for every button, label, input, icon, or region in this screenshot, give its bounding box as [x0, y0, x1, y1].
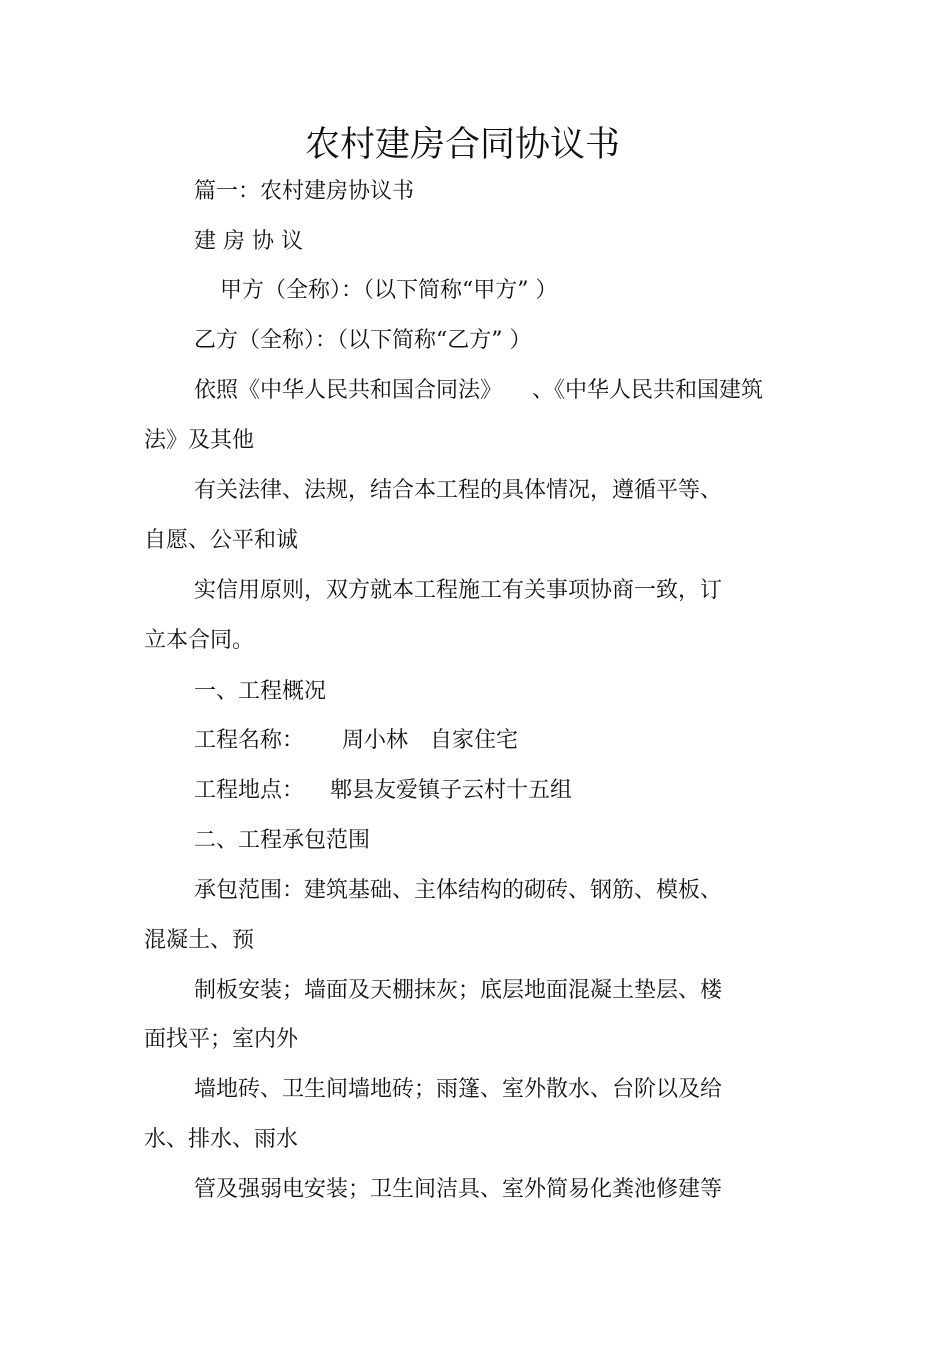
project-location-line — [194, 776, 572, 806]
project-location-value: 郫县友爱镇子云村十五组 — [330, 778, 573, 803]
paragraph1-line2: 法》及其他 — [144, 428, 255, 453]
scope-line-1: 承包范围：建筑基础、主体结构的砌砖、钢筋、模板、 — [194, 878, 723, 903]
paragraph2-line2: 自愿、公平和诚 — [144, 528, 299, 553]
paragraph1-line1 — [194, 376, 763, 406]
scope-line-6: 水、排水、雨水 — [144, 1127, 299, 1152]
project-name-line — [194, 726, 518, 756]
paragraph3-line1: 实信用原则，双方就本工程施工有关事项协商一致，订 — [194, 578, 723, 603]
project-name-value: 周小林 自家住宅 — [342, 728, 519, 753]
scope-line-7: 管及强弱电安装；卫生间洁具、室外简易化粪池修建等 — [194, 1177, 723, 1202]
project-name-label: 工程名称： — [194, 728, 305, 753]
paragraph1-line1-part-b: 、《中华人民共和国建筑 — [532, 378, 764, 403]
paragraph3-line2: 立本合同。 — [144, 628, 255, 653]
scope-line-3: 制板安装；墙面及天棚抹灰；底层地面混凝土垫层、楼 — [194, 978, 723, 1003]
agreement-heading: 建 房 协 议 — [194, 229, 303, 254]
section1-heading: 一、工程概况 — [194, 679, 327, 704]
section2-heading: 二、工程承包范围 — [194, 828, 371, 853]
scope-line-4: 面找平；室内外 — [144, 1027, 299, 1052]
document-title: 农村建房合同协议书 — [304, 125, 620, 165]
party-b-line: 乙方（全称）：（以下简称“乙方” ） — [194, 328, 532, 353]
paragraph2-line1: 有关法律、法规，结合本工程的具体情况，遵循平等、 — [194, 478, 723, 503]
project-location-label: 工程地点： — [194, 778, 305, 803]
party-a-line: 甲方（全称）：（以下简称“甲方” ） — [220, 278, 558, 303]
paragraph1-line1-part-a: 依照《中华人民共和国合同法》 — [194, 378, 503, 403]
scope-line-2: 混凝土、预 — [144, 928, 255, 953]
scope-line-5: 墙地砖、卫生间墙地砖；雨篷、室外散水、台阶以及给 — [194, 1077, 723, 1102]
subtitle: 篇一：农村建房协议书 — [194, 179, 415, 204]
